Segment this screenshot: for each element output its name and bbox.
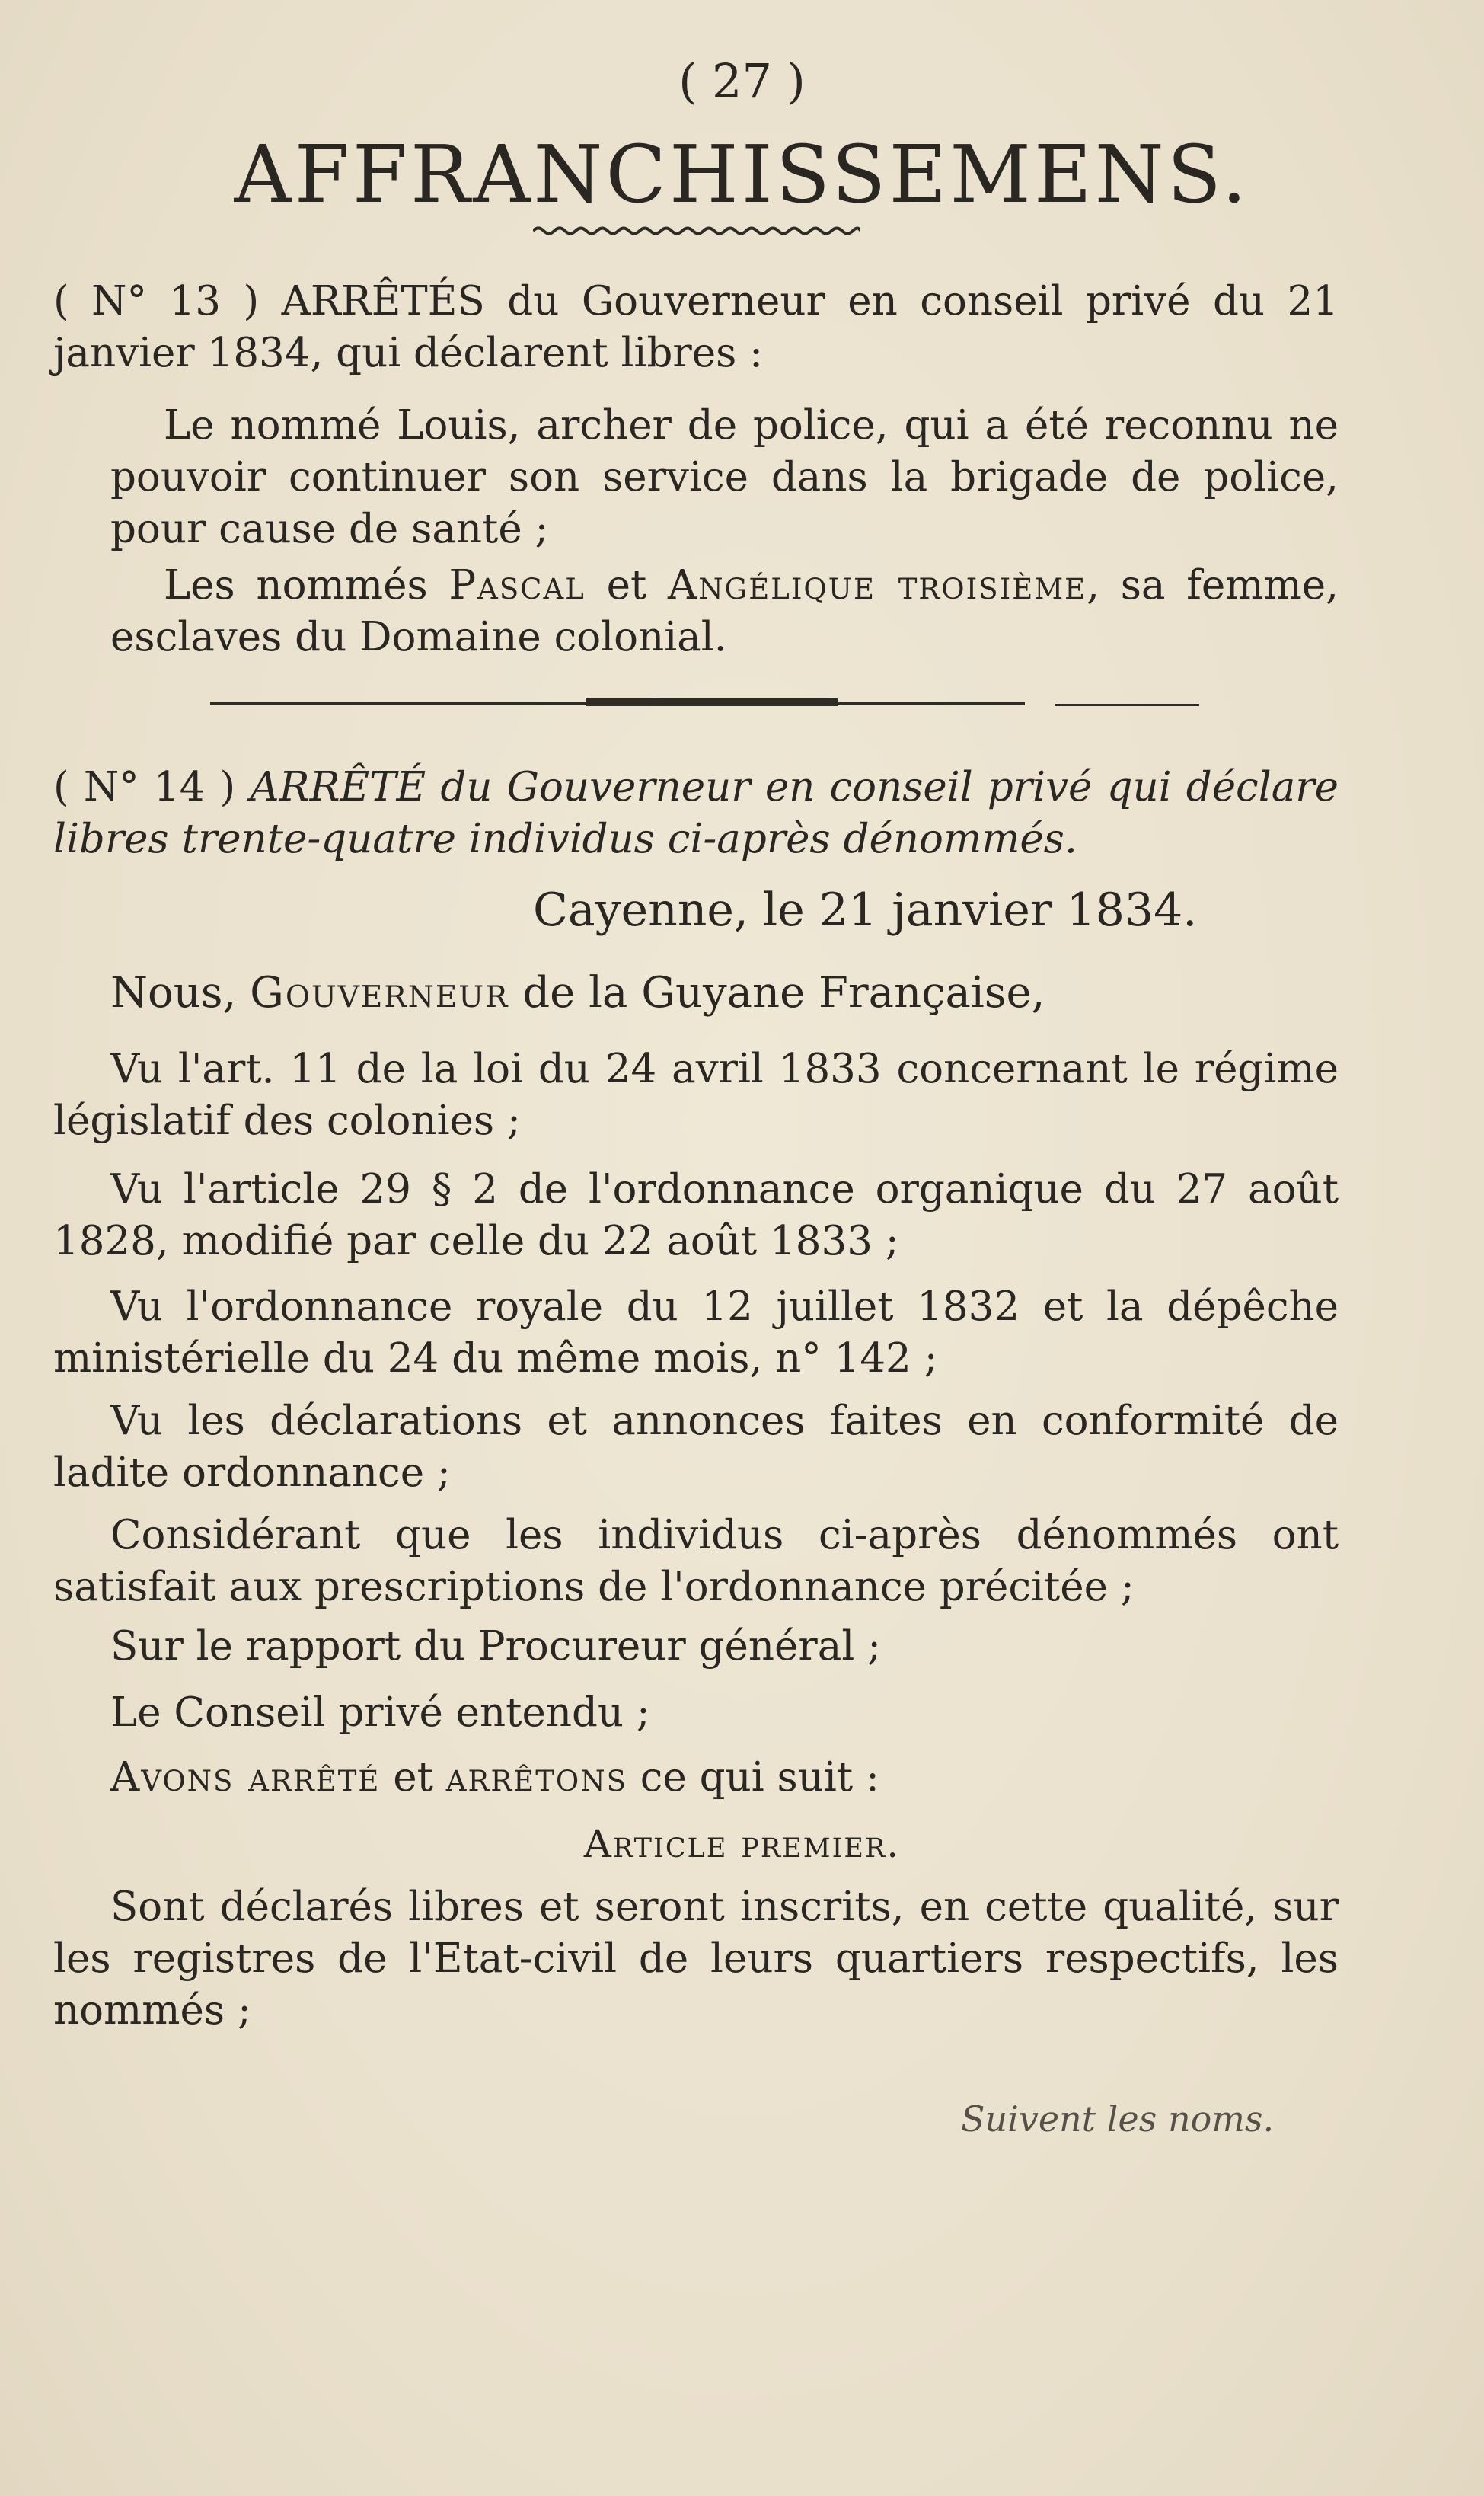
no13-p2-text-b: et: [585, 562, 669, 609]
vu-paragraph-2: Vu l'article 29 § 2 de l'ordonnance organique du 27 août 1828, modifié par celle du 22 août 1833 ;: [53, 1166, 1339, 1264]
no13-p2-text-a: Les nommés: [164, 562, 449, 609]
no13-louis-paragraph: Le nommé Louis, archer de police, qui a été reconnu ne pouvoir continuer son service dans la brigade de police, pour cause de santé ;: [110, 402, 1339, 552]
section-divider-short: [1055, 704, 1199, 706]
guyane-text: de la Guyane Française,: [509, 968, 1045, 1018]
no13-p2-text-c: , sa femme, esclaves du Domaine colonial.: [110, 562, 1339, 660]
considerant-paragraph: Considérant que les individus ci-après dénommés ont satisfait aux prescriptions de l'ordonnance précitée ;: [53, 1512, 1339, 1610]
et-text: et: [380, 1754, 446, 1801]
conseil-line: Le Conseil privé entendu ;: [110, 1689, 650, 1736]
article-heading: Article premier.: [583, 1822, 901, 1866]
no14-intro-text: ARRÊTÉ du Gouverneur en conseil privé qui déclare libres trente-quatre individus ci-après dénommés.: [53, 764, 1339, 862]
no14-intro: [53, 762, 1339, 865]
decree-date: Cayenne, le 21 janvier 1834.: [533, 884, 1198, 937]
rapport-line: Sur le rapport du Procureur général ;: [110, 1623, 881, 1670]
no13-number: ( N° 13 ): [53, 278, 260, 324]
article-paragraph: Sont déclarés libres et seront inscrits, en cette qualité, sur les registres de l'Etat-civil de leurs quartiers respectifs, les nommés ;: [53, 1884, 1339, 2034]
name-pascal: Pascal: [448, 562, 586, 609]
no13-pascal-paragraph: [110, 560, 1339, 663]
no13-intro: [53, 276, 1339, 379]
avons-arrete-text: Avons arrêté: [110, 1754, 381, 1801]
ce-qui-suit-text: ce qui suit :: [627, 1754, 879, 1801]
nous-text: Nous,: [110, 968, 251, 1018]
section-divider-thick: [586, 698, 838, 706]
no13-intro-text: ARRÊTÉS du Gouverneur en conseil privé du 21 janvier 1834, qui déclarent libres :: [53, 278, 1339, 376]
page-title: AFFRANCHISSEMENS.: [234, 128, 1250, 221]
vu-paragraph-1: Vu l'art. 11 de la loi du 24 avril 1833 concernant le régime législatif des colonies ;: [53, 1046, 1339, 1144]
page-number: ( 27 ): [678, 53, 806, 109]
avons-arrete-line: [110, 1752, 1339, 1804]
vu-paragraph-3: Vu l'ordonnance royale du 12 juillet 1832 et la dépêche ministérielle du 24 du même mois, n° 142 ;: [53, 1283, 1339, 1382]
nous-gouverneur: [110, 967, 1339, 1019]
gouverneur-text: Gouverneur: [250, 968, 509, 1018]
name-angelique: Angélique troisième: [668, 562, 1087, 609]
suivent-note: Suivent les noms.: [961, 2098, 1275, 2140]
no14-number: ( N° 14 ): [53, 764, 236, 810]
vu-paragraph-4: Vu les déclarations et annonces faites en conformité de ladite ordonnance ;: [53, 1398, 1339, 1496]
decorative-ornament: [533, 225, 860, 236]
arretons-text: arrêtons: [445, 1754, 627, 1801]
